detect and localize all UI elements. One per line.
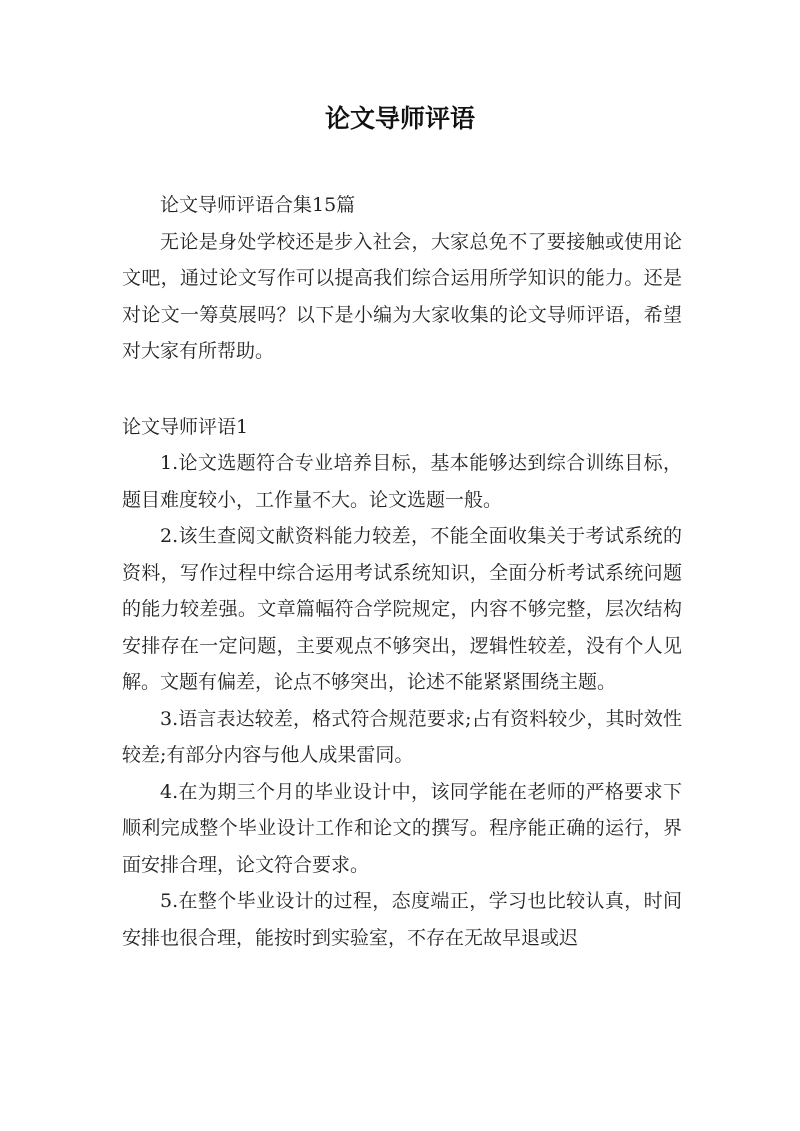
intro-paragraph: 无论是身处学校还是步入社会，大家总免不了要接触或使用论文吧，通过论文写作可以提高我们综合运用所学知识的能力。还是对论文一筹莫展吗？以下是小编为大家收集的论文导师评语，希望对大家有所帮助。 — [122, 230, 682, 362]
comment-item-5: 5.在整个毕业设计的过程，态度端正，学习也比较认真，时间安排也很合理，能按时到实验室，不存在无故早退或迟 — [122, 890, 682, 949]
section-heading: 论文导师评语1 — [122, 415, 249, 438]
document-title: 论文导师评语 — [324, 104, 475, 133]
document-subtitle: 论文导师评语合集15篇 — [160, 194, 356, 216]
comment-item-1: 1.论文选题符合专业培养目标，基本能够达到综合训练目标，题目难度较小，工作量不大。论文选题一般。 — [122, 452, 682, 511]
comment-item-4: 4.在为期三个月的毕业设计中，该同学能在老师的严格要求下顺利完成整个毕业设计工作和论文的撰写。程序能正确的运行，界面安排合理，论文符合要求。 — [122, 780, 682, 876]
document-body — [122, 187, 682, 956]
paragraph-gap — [122, 370, 682, 409]
comment-item-3: 3.语言表达较差，格式符合规范要求;占有资料较少，其时效性较差;有部分内容与他人成果雷同。 — [122, 707, 682, 766]
comment-item-2: 2.该生查阅文献资料能力较差，不能全面收集关于考试系统的资料，写作过程中综合运用考试系统知识，全面分析考试系统问题的能力较差强。文章篇幅符合学院规定，内容不够完整，层次结构安排存在一定问题，主要观点不够突出，逻辑性较差，没有个人见解。文题有偏差，论点不够突出，论述不能紧紧围绕主题。 — [122, 525, 682, 693]
